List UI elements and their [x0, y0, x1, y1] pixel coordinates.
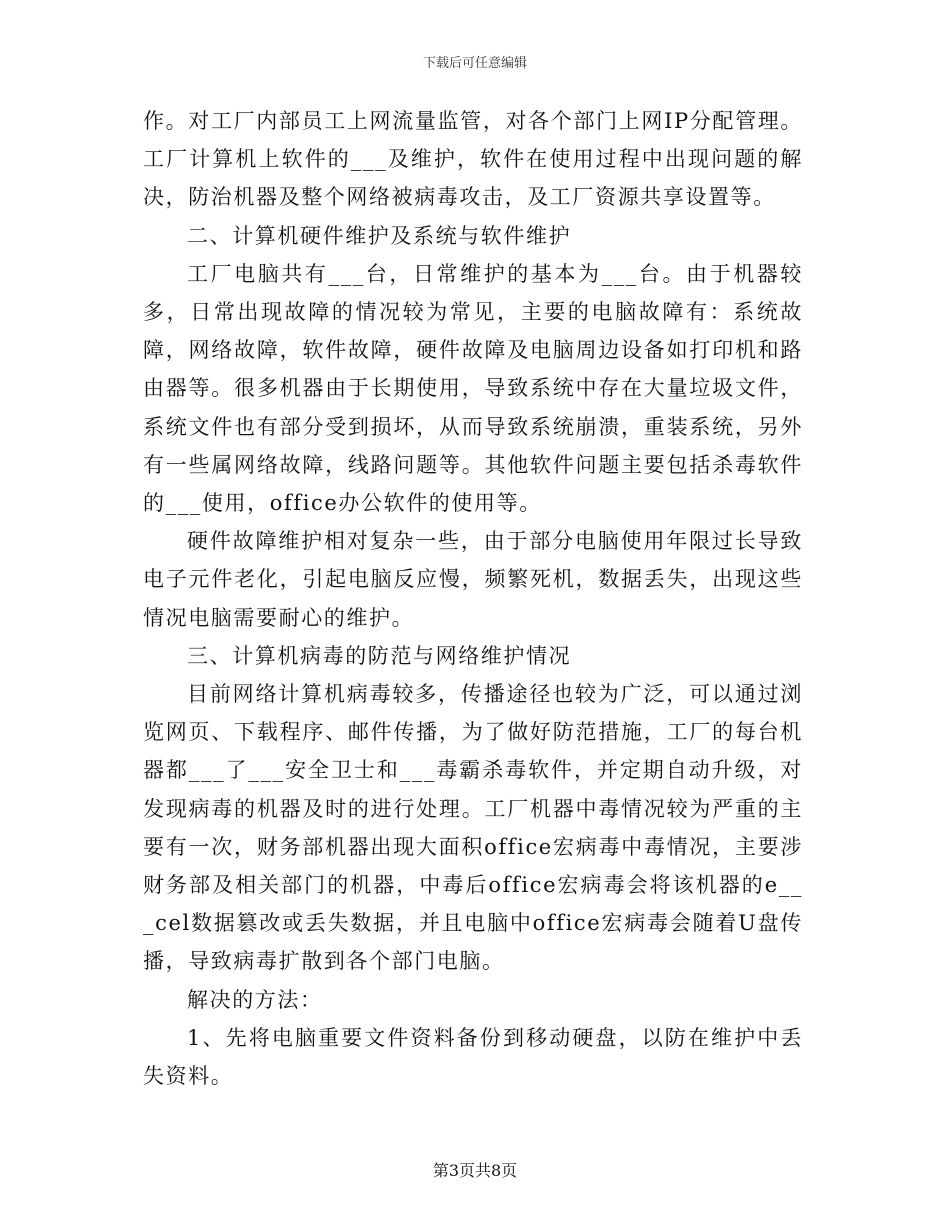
page-header: 下载后可任意编辑 [422, 56, 527, 71]
paragraph: 解决的方法： [187, 987, 323, 1012]
paragraph: 硬件故障维护相对复杂一些，由于部分电脑使用年限过长导致电子元件老化，引起电脑反应慢，频繁死机，数据丢失，出现这些情况电脑需要耐心的维护。 [143, 529, 803, 630]
section-heading: 三、计算机病毒的防范与网络维护情况 [187, 643, 572, 668]
paragraph: 目前网络计算机病毒较多，传播途径也较为广泛，可以通过浏览网页、下载程序、邮件传播，为了做好防范措施，工厂的每台机器都___了___安全卫士和___毒霸杀毒软件，并定期自动升级，对发现病毒的机器及时的进行处理。工厂机器中毒情况较为严重的主要有一次，财务部机器出现大面积office宏病毒中毒情况，主要涉财务部及相关部门的机器，中毒后office宏病毒会将该机器的e___cel数据篡改或丢失数据，并且电脑中office宏病毒会随着U盘传播，导致病毒扩散到各个部门电脑。 [143, 682, 803, 974]
paragraph: 工厂电脑共有___台，日常维护的基本为___台。由于机器较多，日常出现故障的情况较为常见，主要的电脑故障有：系统故障，网络故障，软件故障，硬件故障及电脑周边设备如打印机和路由器等。很多机器由于长期使用，导致系统中存在大量垃圾文件，系统文件也有部分受到损坏，从而导致系统崩溃，重装系统，另外有一些属网络故障，线路问题等。其他软件问题主要包括杀毒软件的___使用，office办公软件的使用等。 [143, 261, 803, 516]
page-number: 第3页共8页 [432, 1161, 518, 1180]
document-body [143, 102, 803, 1095]
paragraph: 作。对工厂内部员工上网流量监管，对各个部门上网IP分配管理。工厂计算机上软件的___及维护，软件在使用过程中出现问题的解决，防治机器及整个网络被病毒攻击，及工厂资源共享设置等。 [143, 109, 803, 210]
paragraph: 1、先将电脑重要文件资料备份到移动硬盘，以防在维护中丢失资料。 [143, 1025, 803, 1089]
section-heading: 二、计算机硬件维护及系统与软件维护 [187, 223, 572, 248]
